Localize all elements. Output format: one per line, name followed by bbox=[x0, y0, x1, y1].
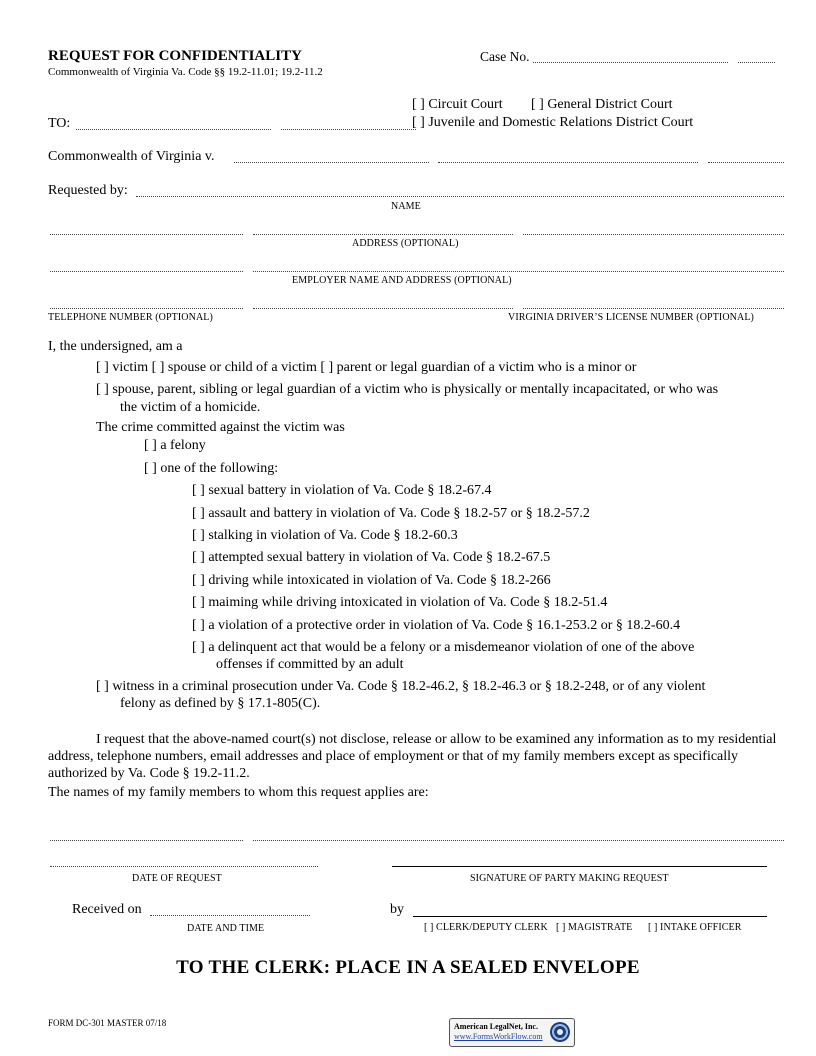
date-of-request-caption: DATE OF REQUEST bbox=[132, 873, 222, 884]
case-no-suffix-field[interactable] bbox=[738, 62, 775, 63]
incapacitated-option-cont: the victim of a homicide. bbox=[120, 400, 261, 415]
employer-caption: EMPLOYER NAME AND ADDRESS (OPTIONAL) bbox=[292, 275, 512, 286]
offense-option[interactable]: [ ] stalking in violation of Va. Code § 18.2-60.3 bbox=[192, 528, 458, 543]
received-on-field[interactable] bbox=[150, 915, 310, 916]
case-no-label: Case No. bbox=[480, 49, 530, 64]
date-of-request-field[interactable] bbox=[50, 866, 318, 867]
signature-line[interactable] bbox=[392, 866, 767, 867]
witness-option[interactable]: [ ] witness in a criminal prosecution under Va. Code § 18.2-46.2, § 18.2-46.3 or § 18.2-248, or of any violent bbox=[96, 679, 706, 694]
circuit-court-checkbox[interactable]: [ ] Circuit Court bbox=[412, 97, 503, 112]
defendant-field-2[interactable] bbox=[438, 162, 698, 163]
witness-option-cont: felony as defined by § 17.1-805(C). bbox=[120, 696, 321, 711]
victim-options[interactable]: [ ] victim [ ] spouse or child of a victim [ ] parent or legal guardian of a victim who is a minor or bbox=[96, 360, 637, 375]
logo-company: American LegalNet, Inc. bbox=[454, 1022, 538, 1031]
globe-icon bbox=[549, 1021, 571, 1043]
incapacitated-option[interactable]: [ ] spouse, parent, sibling or legal guardian of a victim who is physically or mentally incapacitated, or who was bbox=[96, 382, 719, 397]
form-title: REQUEST FOR CONFIDENTIALITY bbox=[48, 48, 302, 64]
publisher-logo[interactable] bbox=[449, 1018, 575, 1047]
juvenile-court-checkbox[interactable]: [ ] Juvenile and Domestic Relations District Court bbox=[412, 115, 694, 130]
offense-option[interactable]: [ ] attempted sexual battery in violation of Va. Code § 18.2-67.5 bbox=[192, 550, 551, 565]
family-field-2[interactable] bbox=[253, 840, 784, 841]
contact-field-middle[interactable] bbox=[253, 308, 513, 309]
defendant-field-3[interactable] bbox=[708, 162, 784, 163]
general-district-court-checkbox[interactable]: [ ] General District Court bbox=[531, 97, 673, 112]
defendant-field-1[interactable] bbox=[234, 162, 429, 163]
address-field-1[interactable] bbox=[50, 234, 243, 235]
license-field[interactable] bbox=[523, 308, 784, 309]
form-subtitle: Commonwealth of Virginia Va. Code §§ 19.2-11.01; 19.2-11.2 bbox=[48, 66, 323, 78]
received-by-line[interactable] bbox=[413, 916, 767, 917]
license-caption: VIRGINIA DRIVER’S LICENSE NUMBER (OPTIONAL) bbox=[508, 312, 754, 323]
telephone-field[interactable] bbox=[50, 308, 243, 309]
name-caption: NAME bbox=[391, 201, 421, 212]
to-field-1[interactable] bbox=[76, 129, 271, 130]
case-no-field[interactable] bbox=[533, 62, 728, 63]
telephone-caption: TELEPHONE NUMBER (OPTIONAL) bbox=[48, 312, 213, 323]
to-field-2[interactable] bbox=[281, 129, 416, 130]
address-field-3[interactable] bbox=[523, 234, 784, 235]
address-caption: ADDRESS (OPTIONAL) bbox=[352, 238, 459, 249]
delinquent-option[interactable]: [ ] a delinquent act that would be a felony or a misdemeanor violation of one of the above bbox=[192, 640, 695, 655]
logo-url[interactable]: www.FormsWorkFlow.com bbox=[454, 1032, 543, 1041]
felony-option[interactable]: [ ] a felony bbox=[144, 438, 206, 453]
to-label: TO: bbox=[48, 116, 71, 131]
requested-by-label: Requested by: bbox=[48, 183, 128, 198]
offense-option[interactable]: [ ] maiming while driving intoxicated in violation of Va. Code § 18.2-51.4 bbox=[192, 595, 608, 610]
by-label: by bbox=[390, 902, 404, 917]
date-and-time-caption: DATE AND TIME bbox=[187, 923, 265, 934]
offense-option[interactable]: [ ] driving while intoxicated in violation of Va. Code § 18.2-266 bbox=[192, 573, 551, 588]
one-of-option[interactable]: [ ] one of the following: bbox=[144, 461, 279, 476]
form-id: FORM DC-301 MASTER 07/18 bbox=[48, 1018, 167, 1028]
employer-field-1[interactable] bbox=[50, 271, 243, 272]
request-paragraph: I request that the above-named court(s) not disclose, release or allow to be examined any information as to my residential address, telephone numbers, email addresses and place of employment or that of my family members except as specifically authorized by Va. Code § 19.2-11.2. bbox=[48, 732, 777, 781]
employer-field-2[interactable] bbox=[253, 271, 784, 272]
offense-option[interactable]: [ ] a violation of a protective order in violation of Va. Code § 16.1-253.2 or § 18.2-60.4 bbox=[192, 618, 681, 633]
intake-officer-checkbox[interactable]: [ ] INTAKE OFFICER bbox=[648, 922, 742, 933]
crime-label: The crime committed against the victim was bbox=[96, 420, 345, 435]
commonwealth-label: Commonwealth of Virginia v. bbox=[48, 149, 215, 164]
intro-text: I, the undersigned, am a bbox=[48, 339, 183, 354]
offense-option[interactable]: [ ] assault and battery in violation of Va. Code § 18.2-57 or § 18.2-57.2 bbox=[192, 506, 590, 521]
offense-option[interactable]: [ ] sexual battery in violation of Va. Code § 18.2-67.4 bbox=[192, 483, 492, 498]
signature-caption: SIGNATURE OF PARTY MAKING REQUEST bbox=[470, 873, 669, 884]
address-field-2[interactable] bbox=[253, 234, 513, 235]
clerk-checkbox[interactable]: [ ] CLERK/DEPUTY CLERK bbox=[424, 922, 548, 933]
name-field[interactable] bbox=[136, 196, 784, 197]
family-label: The names of my family members to whom this request applies are: bbox=[48, 785, 429, 800]
received-on-label: Received on bbox=[72, 902, 142, 917]
magistrate-checkbox[interactable]: [ ] MAGISTRATE bbox=[556, 922, 633, 933]
family-field-1[interactable] bbox=[50, 840, 243, 841]
delinquent-option-cont: offenses if committed by an adult bbox=[216, 657, 404, 672]
clerk-instruction: TO THE CLERK: PLACE IN A SEALED ENVELOPE bbox=[176, 957, 640, 978]
